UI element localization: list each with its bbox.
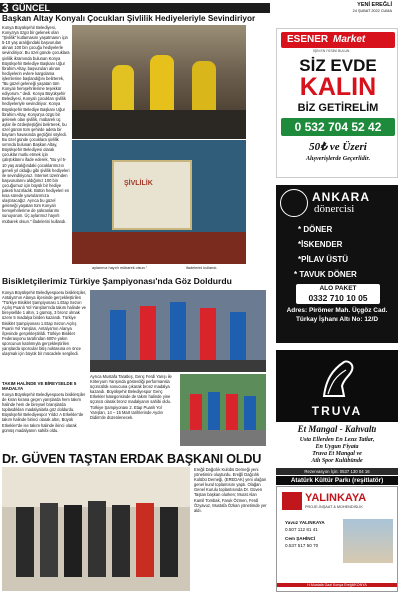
- yalinkaya-person1: Yavuz YALINKAYA: [285, 520, 325, 525]
- ankara-alo: ALO PAKET: [319, 285, 357, 292]
- yalinkaya-person2: Cem ŞAHİNCİ: [285, 536, 316, 541]
- article3-photo-group: [2, 467, 190, 591]
- yalinkaya-footer: H.Mustafa Gazi Konya Ereğli/KONYA: [277, 583, 397, 587]
- truva-line4: Truva Et Mangal ve: [312, 451, 362, 457]
- article1-photo-volunteers: [72, 25, 246, 139]
- article2-body-left2: Konya Büyükşehir Belediyespoetu bisikletçiler de kıran kırana geçen yarışlarda hem takım halinde hem de bireysel branşlarda toplasdıkları madalyalarla göz doldurdu. Büyükşehir Belediyespor Yıldız A Erkekler'de takım halinde birinci olarak altın, Büyük Erkekler'de ise takım halinde ikinci olarak gümüş madalyanın sahibi oldu.: [2, 392, 86, 433]
- truva-name: TRUVA: [311, 404, 363, 418]
- truva-line3: En Uygun Fiyata: [315, 444, 359, 450]
- ankara-item-iskender: *İSKENDER: [298, 240, 343, 249]
- esener-phone: 0 532 704 52 42: [281, 118, 395, 136]
- article1-caption-right: ifadelerini kullandı.: [186, 266, 218, 270]
- yalinkaya-ad: [276, 486, 398, 592]
- ankara-item-doner: * DÖNER: [298, 225, 333, 234]
- ankara-item-tavuk: * TAVUK DÖNER: [294, 270, 357, 279]
- yalinkaya-sub: PROJE-İNŞAAT & MÜHENDİSLİK: [305, 505, 363, 509]
- yalinkaya-building-photo: [343, 519, 393, 563]
- esener-line3: BİZ GETİRELİM: [297, 102, 379, 114]
- esener-tagline: İŞİN EN İYİSİNİ BULUN: [313, 49, 350, 53]
- ankara-ad: [276, 185, 398, 343]
- ankara-title2: dönercisi: [314, 203, 355, 215]
- ankara-order-box: [296, 284, 380, 304]
- article2-title: Bisikletçilerimiz Türkiye Şampiyonası'nda Göz Doldurdu: [2, 276, 232, 286]
- article1-caption-left: aylarımız hayırlı mübarek olsun.": [92, 266, 148, 270]
- newspaper-name: YENİ EREĞLİ: [357, 2, 392, 8]
- esener-promo2: Alışverişlerde Geçerlidir.: [305, 155, 371, 162]
- yalinkaya-name: YALINKAYA: [305, 492, 367, 504]
- esener-logo: [281, 32, 395, 48]
- truva-address: Atatürk Kültür Parkı (reşitlatör): [276, 476, 398, 485]
- horse-head-icon: [314, 356, 360, 400]
- article1-photo-gift-box: ŞİVLİLİK: [72, 140, 246, 264]
- ankara-phone: 0332 710 10 05: [308, 293, 368, 303]
- truva-line2: Usta Ellerden En Lezız Tatlar,: [299, 437, 375, 443]
- article1-body: Konya Büyükşehir Belediyesi, Konya'ya özgü bir gelenek olan "Şivlilik" kutlamasını yaşatmanın için 5-10 yaş aralığındaki başvuruları alınan 100 bin çocuğu hediyelerle sevindiriyor. Bu özel günde çocuklara şivlilik ikramında bulunan Konya Büyükşehir Belediye Başkanı Uğur İbrahim Altay, başvuruları alınan hediyelerin evlere kargolama işlemlerine başlandığını belirterek, "Bu güzel geleneği yaşatan tüm Konyalı hemşehrilerime teşekkür ediyorum." dedi. Konya Büyükşehir Belediyesi, Konyalı çocukları şivlilik hediyeleriyle sevindiriyor. Konya Büyükşehir Belediye Başkanı Uğur İbrahim Altay, Konya'ya özgü bir gelenek olan şivlilik, mübarek üç aylar ile özdeşleştiğini belirterek, bu özel günün tüm şehirde adeta bir bayram havasında geçtiğini söyledi. Bu özel günde çocuklara şivlilik sırrında bulunan Başkan Altay, Büyükşehir Belediyesi olarak çocuklar mutlu etmek için çalıştıklarını ifade ederek, "Bu yıl 5-10 yaş aralığındaki çocuklarımızın geneli yıl olduğu gibi şivlilik hediyeleri ile sevindiriyoruz. İnternet üzerinden başvurularını aldığımız 100 bin çocuğumuz için büyük bir hediye paketi hazırladık. Bütün hediyeleri en kısa sürede yavrularımıza ulaştıracağız. Ayrıca bu güzel geleneği yaşatan tüm Konyalı hemşehrilerime de şükranlarımı sunuyorum. Üç aylarımız hayırlı mübarek olsun." ifadelerini kullandı.: [2, 25, 70, 224]
- article2-body-right: Ayrıca Mustafa Taratkış, Genç Ferdi Yarışı ile Kriteryum Yarışında gösterdiği performansla üçüncülük sonucuna çıkarak bronz madalya kazandı. Büyükşehir Belediyespor Genç Erkekler kategorisinde de takım halinde yine üçüncü olarak bronz madalyanın sahibi oldu. Türkiye Şampiyonası 2. Etap Puanlı Yol Yarışları, 14 – 15 Mart tarihlerinde Aydın Didim'de düzenlenecek.: [90, 374, 172, 420]
- truva-line5: Atlı Spor Kulübünde: [311, 458, 363, 464]
- ankara-item-pilav: *PİLAV ÜSTÜ: [298, 255, 349, 264]
- esener-line1: SİZ EVDE: [299, 56, 377, 75]
- truva-reservation: Rezervasyon İçin: 0537 130 04 16: [276, 468, 398, 475]
- esener-brand2: Market: [333, 34, 366, 45]
- article2-photo-podium: [90, 290, 266, 372]
- article1-title: Başkan Altay Konyalı Çocukları Şivlilik Hediyeleriyle Sevindiriyor: [2, 14, 256, 23]
- article2-photo-cyclists: [180, 374, 266, 446]
- article2-body-left: Konya Büyükşehir Belediyespoetu bisikletçiler, Antalya'nın Alanya ilçesinde gerçekleştirilen "Türkiye Bisiklet Şampiyonası 1.Etap Sezon Açılış Puanlı Yol Yarışları'nda takım halinde ve bireysellde 1 altın, 1 gümüş, 3 bronz olmak üzere 5 madalya birden kazandı. Türkiye Bisiklet Şampiyonası 1.Etap Sezon Açılış Puanlı Yol Yarışları, Antalya'nın Alanya ilçesinde gerçekleştirildi. Türkiye Bisiklet Federasyonu tarafından 600'e yakın sporcunun katılımıyla gerçekleştirilen yarışlarda sporcular bitiş noktasına en önce ulaşmak için büyük bir mücadele sergiledi.: [2, 290, 87, 357]
- article3-body: Ereğli Dağcılık Kulübü Derneği yeni yönetimini oluşturdu. Ereğli Dağcılık Kulübü Derneği, (EREDAK) yeni olağan genel kurul toplantısını yaptı. Olağan Genel Kurulu toplantısında Dr. Güven Taştan başkan olurken; Murat Alan Kamil Tombak, Faruk Özmen, Ferdi Özyavuz, Mustafa Özkan yönetimde yer aldı.: [194, 467, 267, 513]
- ankara-title: ANKARA: [312, 190, 370, 204]
- article2-subhead: TAKIM HALİNDE VE BİREYSELDE 5 MADALYA: [2, 381, 77, 391]
- esener-brand: ESENER: [287, 34, 329, 45]
- ankara-logo-circle: [280, 189, 308, 217]
- esener-line2: KALIN: [299, 73, 377, 101]
- yalinkaya-logo: [282, 492, 302, 510]
- esener-ad: [276, 28, 398, 178]
- truva-ad: [276, 350, 398, 422]
- page-number: 3: [2, 1, 9, 15]
- section-title: GÜNCEL: [12, 3, 50, 13]
- esener-promo: 50₺ ve Üzeri: [309, 141, 367, 153]
- yalinkaya-phone1: 0.507 112 81 41: [285, 527, 318, 532]
- yalinkaya-phone2: 0.537 517 50 70: [285, 543, 319, 548]
- article3-title: Dr. GÜVEN TAŞTAN ERDAK BAŞKANI OLDU: [2, 452, 262, 466]
- issue-date: 24 ŞUBAT 2022 CUMA: [352, 9, 392, 13]
- truva-line1: Et Mangal - Kahvaltı: [297, 424, 377, 434]
- ankara-address: Adres: Pirömer Mah. Üçgöz Cad. Türkay İşhanı Altı No: 12/D: [286, 307, 388, 323]
